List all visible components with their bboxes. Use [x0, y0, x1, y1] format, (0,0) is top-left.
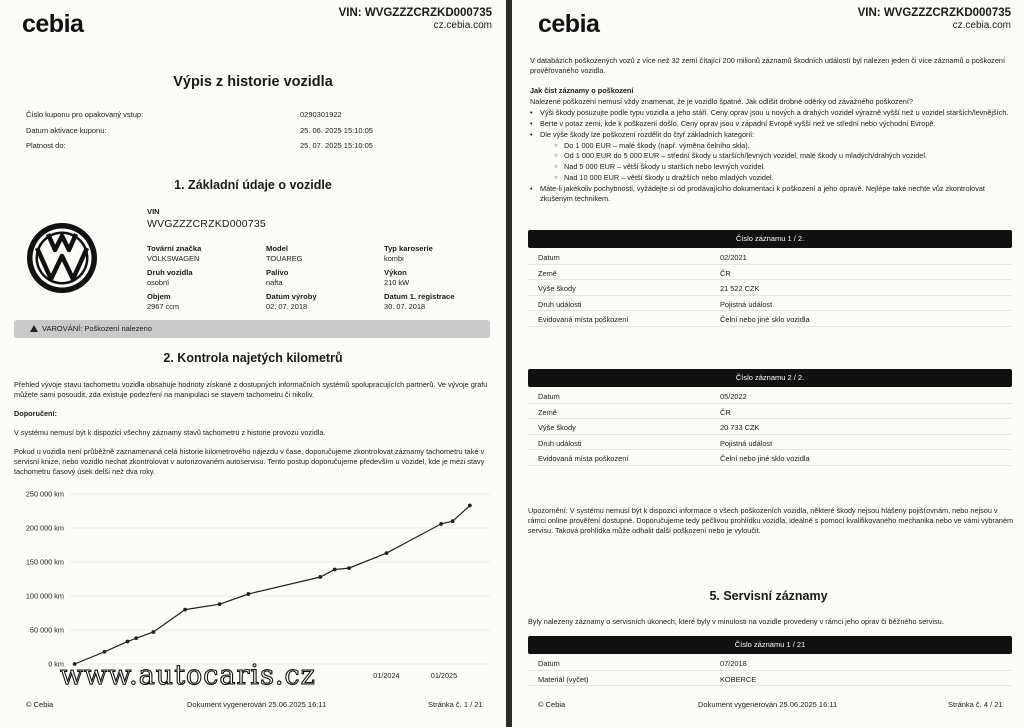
y-tick-label: 150 000 km: [25, 557, 64, 567]
data-point: [134, 636, 138, 640]
recommendation-detail: Pokud u vozidla není průběžně zaznamenaná celá historie kilometrového nájezdu v čase, doporučujeme zkontrolovat záznamy tachometru také v servisní knize, nebo vozidlo nechat zkontrolovat v autorizovaném autoservisu. Tento postup doporučujeme především u vozidel, kde je mezi stavy tachometru časový úsek delší než dva roky.: [14, 447, 485, 476]
data-point: [246, 592, 250, 596]
table-row: Druh události Pojistná událost: [528, 296, 1012, 312]
data-point: [103, 650, 107, 654]
validity-value: 25. 07. 2025 15:10:05: [300, 141, 373, 150]
vin-header-text: VIN: WVGZZZCRZKD000735: [338, 7, 492, 19]
record-1-header: Číslo záznamu 1 / 2.: [528, 230, 1012, 248]
y-tick-label: 50 000 km: [29, 625, 64, 635]
warning-icon: [30, 325, 38, 332]
table-row: Datum 05/2022: [528, 388, 1012, 404]
section-service-title: 5. Servisní záznamy: [709, 589, 828, 603]
field-value: kombi: [384, 254, 404, 263]
footer-left: © Cebia: [538, 700, 566, 709]
table-row: Země ČR: [528, 404, 1012, 420]
table-row: Datum 07/2018: [528, 655, 1012, 671]
field-value: VOLKSWAGEN: [147, 254, 200, 263]
vin-field: [147, 207, 266, 230]
vin-header: [339, 7, 492, 31]
data-point: [347, 566, 351, 570]
field-value: TOUAREG: [266, 254, 303, 263]
page-title: Výpis z historie vozidla: [173, 74, 333, 90]
data-point: [468, 504, 472, 508]
footer-left: © Cebia: [26, 700, 54, 709]
bullet-item: • Výši škody posuzujte podle typu vozidla a jeho stáří. Ceny oprav jsou u nových a drahých vozidel výrazně vyšší než u vozidel starších/levnějších.: [526, 108, 1012, 118]
activation-label: Datum aktivace kuponu:: [26, 126, 107, 135]
activation-value: 25. 06. 2025 15:10:05: [300, 126, 373, 135]
howto-list: [526, 108, 1012, 205]
field-label: Tovární značka: [147, 244, 202, 253]
vin-value: WVGZZZCRZKD000735: [147, 218, 266, 230]
record-2-header: Číslo záznamu 2 / 2.: [528, 369, 1012, 387]
category-item: ○ Od 1 000 EUR do 5 000 EUR – střední škody u starších/levných vozidel, malé škody u mladých/drahých vozidel.: [550, 151, 1012, 161]
footer-center: Dokument vygenerován 25.06.2025 16:11: [187, 700, 327, 709]
field-body: [384, 244, 433, 263]
howto-title: Jak číst záznamy o poškození: [530, 86, 634, 95]
table-row: Země ČR: [528, 265, 1012, 281]
category-item: ○ Do 1 000 EUR – malé škody (např. výměna čelního skla).: [550, 141, 1012, 151]
vin-header-text: VIN: WVGZZZCRZKD000735: [857, 7, 1011, 19]
mileage-intro: Přehled vývoje stavu tachometru vozidla obsahuje hodnoty získané z dostupných informačních systémů spolupracujících partnerů. Ve vývoje grafu můžete sami posoudit, zda existuje podezření na manipulaci se stavem tachometru či nikoliv.: [14, 380, 488, 399]
field-type: [147, 268, 193, 287]
category-item: ○ Nad 5 000 EUR – větší škody u starších nebo levných vozidel.: [550, 162, 1012, 172]
field-value: 2967 ccm: [147, 302, 180, 311]
field-model: [266, 244, 302, 263]
coupon-value: 0290301922: [300, 110, 342, 119]
cebia-logo: cebia: [22, 10, 84, 38]
damage-notice: Upozornění: V systému nemusí být k dispozici informace o všech poškozeních vozidla, některé škody nejsou hlášeny pojišťovnám, nebo nejsou v rámci online prověření dostupné. Doporučujeme tedy pečlivou prohlídku vozidla, ideálně s pomocí kvalifikovaného mechanika nebo ve vámi vybraném servisu. Taková prohlídka může odhalit další poškození nebo je vyloučit.: [528, 506, 1014, 535]
x-tick-label: 01/2025: [430, 671, 458, 680]
footer-center: Dokument vygenerován 25.06.2025 16:11: [698, 700, 838, 709]
table-row: Datum 02/2021: [528, 249, 1012, 265]
data-point: [318, 575, 322, 579]
field-label: Objem: [147, 292, 171, 301]
field-label: Datum výroby: [266, 292, 317, 301]
recommendation-text: V systému nemusí být k dispozici všechny záznamy stavů tachometru z historie provozu vozidla.: [14, 428, 326, 437]
bullet-item: • Máte-li jakékoliv pochybnosti, vyžádejte si od prodávajícího dokumentaci k poškození a jeho opravě. Nejlépe také nechte vůz zkontrolovat zkušeným technikem.: [526, 184, 1012, 204]
howto-lead: Nalezené poškození nemusí vždy znamenat, že je vozidlo špatné. Jak odlišit drobné oděrky od závažného poškození?: [530, 97, 913, 106]
record-2-table: [528, 388, 1012, 466]
report-page-4: [512, 0, 1025, 727]
vin-label: VIN: [147, 207, 160, 216]
report-page-1: [0, 0, 506, 727]
y-tick-label: 200 000 km: [25, 523, 64, 533]
volkswagen-logo-icon: [24, 220, 100, 296]
data-point: [439, 522, 443, 526]
table-row: Druh události Pojistná událost: [528, 435, 1012, 451]
field-value: 210 kW: [384, 278, 410, 287]
coupon-label: Číslo kuponu pro opakovaný vstup:: [26, 110, 144, 119]
field-value: osobní: [147, 278, 170, 287]
x-tick-label: 01/2024: [373, 671, 400, 680]
field-label: Datum 1. registrace: [384, 292, 455, 301]
mileage-chart: [0, 484, 500, 684]
service-record-table: [528, 655, 1012, 686]
table-row: Výše škody 21 522 CZK: [528, 280, 1012, 296]
warning-text: VAROVÁNÍ: Poškození nalezeno: [42, 324, 152, 333]
service-intro: Byly nalezeny záznamy o servisních úkonech, které byly v minulosti na vozidle provedeny v rámci jeho oprav či běžného servisu.: [528, 617, 944, 626]
record-1-table: [528, 249, 1012, 327]
vin-header: [858, 7, 1011, 31]
y-tick-label: 100 000 km: [25, 591, 64, 601]
bullet-item: • Dle výše škody lze poškození rozdělit do čtyř základních kategorií:: [526, 130, 1012, 140]
data-point: [218, 602, 222, 606]
table-row: Evidovaná místa poškození Čelní nebo jiné sklo vozidla: [528, 450, 1012, 466]
data-point: [152, 630, 156, 634]
table-row: Výše škody 20 733 CZK: [528, 419, 1012, 435]
data-point: [183, 608, 187, 612]
field-fuel: [266, 268, 288, 287]
field-production: [266, 292, 317, 311]
section-basic-title: 1. Základní údaje o vozidle: [174, 178, 332, 192]
field-label: Palivo: [266, 268, 289, 277]
field-label: Typ karoserie: [384, 244, 433, 253]
field-registration: [384, 292, 454, 311]
field-volume: [147, 292, 179, 311]
field-value: 02. 07. 2018: [266, 302, 308, 311]
damage-intro: V databázích poškozených vozů z více než 32 zemí čítající 200 milionů záznamů škodních událostí byl nalezen jeden či více záznamů o poškození prověřovaného vozidla.: [530, 56, 1005, 75]
damage-warning-bar: [14, 320, 490, 338]
site-link[interactable]: cz.cebia.com: [952, 20, 1011, 31]
field-value: nafta: [266, 278, 283, 287]
site-link[interactable]: cz.cebia.com: [433, 20, 492, 31]
y-tick-label: 0 km: [48, 659, 64, 669]
y-tick-label: 250 000 km: [25, 489, 64, 499]
category-item: ○ Nad 10 000 EUR – větší škody u dražších nebo mladých vozidel.: [550, 173, 1012, 183]
field-label: Výkon: [384, 268, 407, 277]
table-row: Materiál (vyčet) KOBERCE: [528, 671, 1012, 687]
data-point: [126, 640, 130, 644]
recommendation-label: Doporučení:: [14, 409, 57, 418]
table-row: Evidovaná místa poškození Čelní nebo jiné sklo vozidla: [528, 311, 1012, 327]
service-record-header: Číslo záznamu 1 / 21: [528, 636, 1012, 654]
footer-page-number: Stránka č. 4 / 21: [948, 700, 1003, 709]
field-label: Model: [266, 244, 288, 253]
watermark-text: www.autocaris.cz: [60, 660, 316, 691]
mileage-line: [75, 506, 470, 664]
cebia-logo: cebia: [538, 10, 600, 38]
validity-label: Platnost do:: [26, 141, 66, 150]
data-point: [451, 519, 455, 523]
footer-page-number: Stránka č. 1 / 21: [428, 700, 483, 709]
field-value: 30. 07. 2018: [384, 302, 426, 311]
data-point: [385, 551, 389, 555]
data-point: [333, 568, 337, 572]
bullet-item: • Berte v potaz zemi, kde k poškození došlo. Ceny oprav jsou v západní Evropě vyšší než ve střední nebo východní Evropě.: [526, 119, 1012, 129]
field-label: Druh vozidla: [147, 268, 193, 277]
field-make: [147, 244, 201, 263]
section-mileage-title: 2. Kontrola najetých kilometrů: [163, 351, 343, 365]
field-power: [384, 268, 409, 287]
